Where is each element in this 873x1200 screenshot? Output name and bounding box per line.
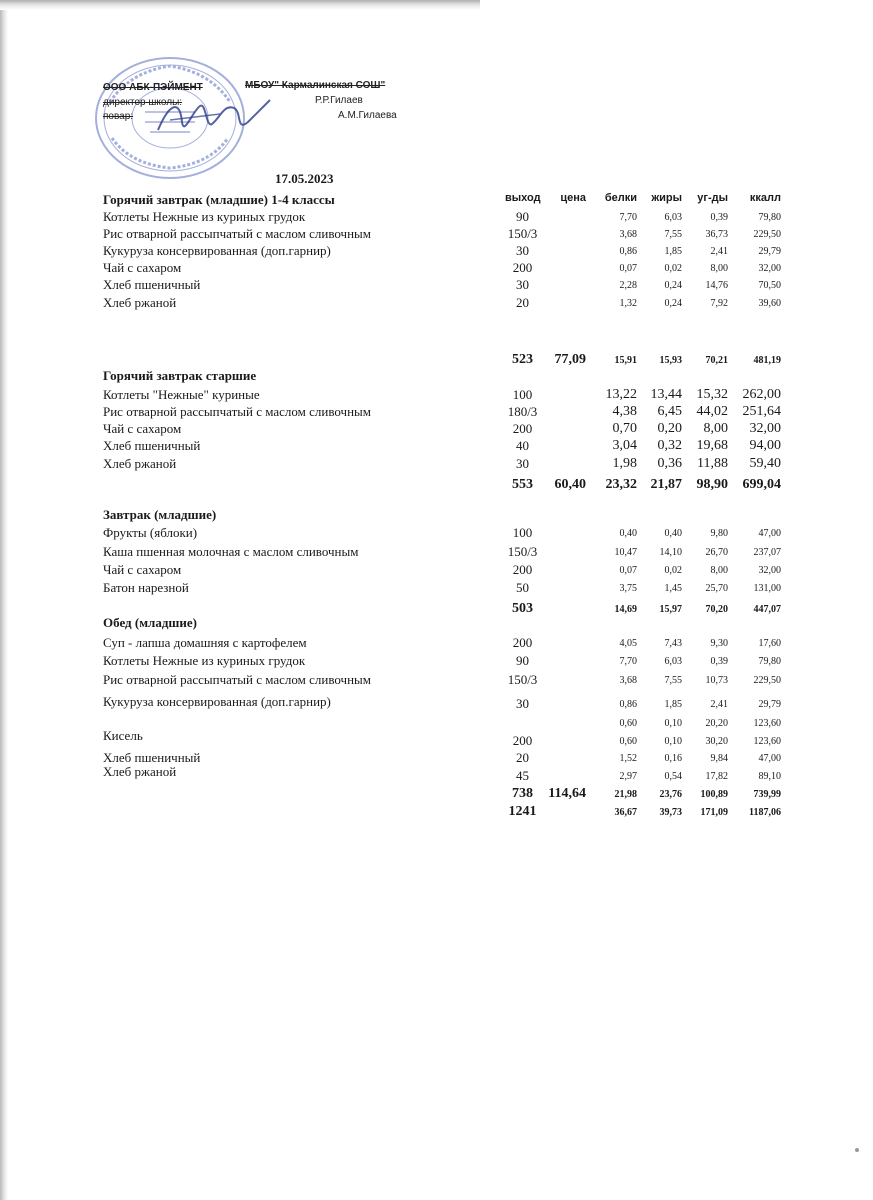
dish-carbs: 14,76 <box>705 280 728 291</box>
section-title: Обед (младшие) <box>103 615 197 630</box>
dish-protein: 7,70 <box>619 656 637 667</box>
dish-carbs: 2,41 <box>710 246 728 257</box>
dish-protein: 0,40 <box>619 528 637 539</box>
school-name: МБОУ" Кармалинская СОШ" <box>245 80 386 91</box>
dish-carbs: 9,30 <box>710 638 728 649</box>
dish-name: Хлеб пшеничный <box>103 750 201 765</box>
section-total-price: 60,40 <box>554 477 586 492</box>
dish-carbs: 7,92 <box>710 298 728 309</box>
dish-fat: 13,44 <box>650 387 682 402</box>
dish-kcal: 123,60 <box>753 718 781 729</box>
dish-name: Батон нарезной <box>103 580 189 595</box>
dish-name: Кисель <box>103 728 143 743</box>
dish-carbs: 30,20 <box>705 736 728 747</box>
dish-kcal: 94,00 <box>749 438 781 453</box>
section-total-kcal: 699,04 <box>742 477 781 492</box>
dish-protein: 1,98 <box>612 456 637 471</box>
section-total-fat: 15,97 <box>659 604 682 615</box>
cook-role: повар: <box>103 111 134 122</box>
dish-fat: 0,54 <box>664 771 682 782</box>
dish-protein: 3,68 <box>619 675 637 686</box>
section-title: Горячий завтрак (младшие) 1-4 классы <box>103 192 335 207</box>
grand-total-fat: 39,73 <box>659 807 682 818</box>
dish-fat: 0,10 <box>664 718 682 729</box>
dish-yield: 200 <box>512 733 533 748</box>
dish-yield: 200 <box>512 562 533 577</box>
dish-kcal: 123,60 <box>753 736 781 747</box>
dish-name: Хлеб ржаной <box>103 295 177 310</box>
dish-yield: 50 <box>516 580 529 595</box>
dish-name: Каша пшенная молочная с маслом сливочным <box>103 544 359 559</box>
dish-protein: 2,97 <box>619 771 637 782</box>
dish-protein: 0,86 <box>619 699 637 710</box>
dish-fat: 1,85 <box>664 699 682 710</box>
dish-fat: 6,03 <box>664 212 682 223</box>
dish-kcal: 47,00 <box>758 753 781 764</box>
dish-kcal: 32,00 <box>758 263 781 274</box>
dish-kcal: 89,10 <box>758 771 781 782</box>
section-total-yield: 553 <box>512 477 533 492</box>
dish-kcal: 237,07 <box>753 547 781 558</box>
dish-kcal: 32,00 <box>749 421 781 436</box>
dish-fat: 7,43 <box>664 638 682 649</box>
section-total-fat: 21,87 <box>650 477 682 492</box>
section-total-yield: 738 <box>512 786 533 801</box>
section-total-protein: 14,69 <box>614 604 637 615</box>
dish-carbs: 15,32 <box>696 387 728 402</box>
dish-fat: 6,45 <box>657 404 682 419</box>
dish-fat: 0,20 <box>657 421 682 436</box>
dish-carbs: 8,00 <box>710 565 728 576</box>
section-total-yield: 523 <box>512 352 533 367</box>
grand-total-yield: 1241 <box>508 804 537 819</box>
dish-protein: 7,70 <box>619 212 637 223</box>
dish-protein: 0,70 <box>612 421 637 436</box>
dish-carbs: 10,73 <box>705 675 728 686</box>
dish-protein: 3,75 <box>619 583 637 594</box>
dish-carbs: 9,80 <box>710 528 728 539</box>
section-total-protein: 15,91 <box>614 355 637 366</box>
dish-name: Котлеты "Нежные" куриные <box>103 387 260 402</box>
dish-protein: 1,52 <box>619 753 637 764</box>
dish-fat: 0,10 <box>664 736 682 747</box>
section-total-kcal: 739,99 <box>753 789 781 800</box>
section-total-carbs: 98,90 <box>696 477 728 492</box>
dish-fat: 0,36 <box>657 456 682 471</box>
dish-carbs: 2,41 <box>710 699 728 710</box>
dish-yield: 100 <box>512 525 533 540</box>
dish-name: Рис отварной рассыпчатый с маслом сливочным <box>103 672 372 687</box>
dish-yield: 150/3 <box>507 544 538 559</box>
dish-kcal: 32,00 <box>758 565 781 576</box>
grand-total-kcal: 1187,06 <box>749 807 781 818</box>
dish-fat: 0,40 <box>664 528 682 539</box>
menu-date: 17.05.2023 <box>275 171 334 186</box>
dish-yield: 45 <box>516 768 529 783</box>
dish-fat: 0,24 <box>664 280 682 291</box>
section-title: Горячий завтрак старшие <box>103 368 257 383</box>
section-total-price: 114,64 <box>548 786 586 801</box>
section-total-carbs: 100,89 <box>700 789 728 800</box>
dish-fat: 1,45 <box>664 583 682 594</box>
dish-name: Котлеты Нежные из куриных грудок <box>103 653 306 668</box>
director-role: директор школы: <box>103 97 183 108</box>
dish-carbs: 8,00 <box>703 421 728 436</box>
dish-kcal: 59,40 <box>749 456 781 471</box>
col-header-fat: жиры <box>651 192 682 204</box>
dish-carbs: 36,73 <box>705 229 728 240</box>
dish-protein: 2,28 <box>619 280 637 291</box>
dish-name: Чай с сахаром <box>103 260 182 275</box>
dish-carbs: 20,20 <box>705 718 728 729</box>
dish-yield: 200 <box>512 635 533 650</box>
dish-fat: 0,24 <box>664 298 682 309</box>
dish-fat: 7,55 <box>664 675 682 686</box>
section-total-protein: 21,98 <box>614 789 637 800</box>
dish-carbs: 26,70 <box>705 547 728 558</box>
dish-yield: 30 <box>516 456 529 471</box>
dish-name: Хлеб пшеничный <box>103 438 201 453</box>
dish-fat: 0,02 <box>664 565 682 576</box>
dish-carbs: 19,68 <box>696 438 728 453</box>
dish-yield: 200 <box>512 421 533 436</box>
grand-total-carbs: 171,09 <box>700 807 728 818</box>
dish-name: Хлеб пшеничный <box>103 277 201 292</box>
dish-kcal: 79,80 <box>758 656 781 667</box>
dish-kcal: 131,00 <box>753 583 781 594</box>
dish-fat: 6,03 <box>664 656 682 667</box>
col-header-price: цена <box>560 192 586 204</box>
col-header-protein: белки <box>604 192 637 204</box>
dish-fat: 0,16 <box>664 753 682 764</box>
dish-fat: 14,10 <box>659 547 682 558</box>
dish-name: Фрукты (яблоки) <box>103 525 198 540</box>
dish-fat: 1,85 <box>664 246 682 257</box>
section-total-fat: 15,93 <box>659 355 682 366</box>
section-title: Завтрак (младшие) <box>103 507 217 522</box>
dish-name: Рис отварной рассыпчатый с маслом сливочным <box>103 404 372 419</box>
dish-yield: 90 <box>516 653 529 668</box>
dish-protein: 0,07 <box>619 263 637 274</box>
dish-carbs: 0,39 <box>710 212 728 223</box>
org-name: ООО АБК-ПЭЙМЕНТ <box>103 82 203 93</box>
dish-carbs: 44,02 <box>696 404 728 419</box>
dish-kcal: 229,50 <box>753 229 781 240</box>
dish-kcal: 17,60 <box>758 638 781 649</box>
section-total-fat: 23,76 <box>659 789 682 800</box>
dish-name: Суп - лапша домашняя с картофелем <box>103 635 307 650</box>
dish-protein: 0,07 <box>619 565 637 576</box>
dish-yield: 100 <box>512 387 533 402</box>
dish-protein: 13,22 <box>605 387 637 402</box>
section-total-protein: 23,32 <box>605 477 637 492</box>
dish-kcal: 70,50 <box>758 280 781 291</box>
dish-fat: 0,02 <box>664 263 682 274</box>
dish-yield: 90 <box>516 209 529 224</box>
dish-protein: 1,32 <box>619 298 637 309</box>
dish-protein: 0,60 <box>619 736 637 747</box>
section-total-carbs: 70,20 <box>705 604 728 615</box>
dish-protein: 0,60 <box>619 718 637 729</box>
dish-kcal: 262,00 <box>742 387 781 402</box>
section-total-kcal: 447,07 <box>753 604 781 615</box>
dish-name: Хлеб ржаной <box>103 456 177 471</box>
dish-fat: 0,32 <box>657 438 682 453</box>
dish-name: Чай с сахаром <box>103 562 182 577</box>
dish-yield: 150/3 <box>507 672 538 687</box>
dish-carbs: 25,70 <box>705 583 728 594</box>
dish-yield: 150/3 <box>507 226 538 241</box>
section-total-price: 77,09 <box>554 352 586 367</box>
dish-kcal: 251,64 <box>742 404 781 419</box>
dish-kcal: 229,50 <box>753 675 781 686</box>
dish-yield: 20 <box>516 295 529 310</box>
section-total-carbs: 70,21 <box>705 355 728 366</box>
dish-name: Кукуруза консервированная (доп.гарнир) <box>103 694 331 709</box>
dish-kcal: 29,79 <box>758 699 781 710</box>
dish-name: Хлеб ржаной <box>103 764 177 779</box>
grand-total-protein: 36,67 <box>614 807 637 818</box>
dish-kcal: 47,00 <box>758 528 781 539</box>
dish-protein: 10,47 <box>614 547 637 558</box>
dish-yield: 30 <box>516 243 529 258</box>
dish-carbs: 8,00 <box>710 263 728 274</box>
dish-yield: 200 <box>512 260 533 275</box>
director-name: Р.Р.Гилаев <box>315 95 363 106</box>
dish-yield: 30 <box>516 696 529 711</box>
col-header-kcal: ккалл <box>749 192 781 204</box>
dish-carbs: 17,82 <box>705 771 728 782</box>
section-total-kcal: 481,19 <box>753 355 781 366</box>
col-header-yield: выход <box>505 192 541 204</box>
dish-name: Чай с сахаром <box>103 421 182 436</box>
dish-carbs: 9,84 <box>710 753 728 764</box>
dish-kcal: 79,80 <box>758 212 781 223</box>
dish-carbs: 0,39 <box>710 656 728 667</box>
dish-protein: 3,04 <box>612 438 637 453</box>
dish-kcal: 29,79 <box>758 246 781 257</box>
dish-yield: 40 <box>516 438 529 453</box>
dish-name: Котлеты Нежные из куриных грудок <box>103 209 306 224</box>
dish-yield: 20 <box>516 750 529 765</box>
dish-fat: 7,55 <box>664 229 682 240</box>
dish-protein: 0,86 <box>619 246 637 257</box>
dish-carbs: 11,88 <box>697 456 728 471</box>
dish-name: Кукуруза консервированная (доп.гарнир) <box>103 243 331 258</box>
cook-name: А.М.Гилаева <box>338 110 397 121</box>
dish-yield: 180/3 <box>507 404 538 419</box>
dish-protein: 4,38 <box>612 404 637 419</box>
section-total-yield: 503 <box>512 601 533 616</box>
dish-kcal: 39,60 <box>758 298 781 309</box>
dish-protein: 4,05 <box>619 638 637 649</box>
col-header-carbs: уг-ды <box>697 192 728 204</box>
dish-protein: 3,68 <box>619 229 637 240</box>
dish-yield: 30 <box>516 277 529 292</box>
dish-name: Рис отварной рассыпчатый с маслом сливочным <box>103 226 372 241</box>
